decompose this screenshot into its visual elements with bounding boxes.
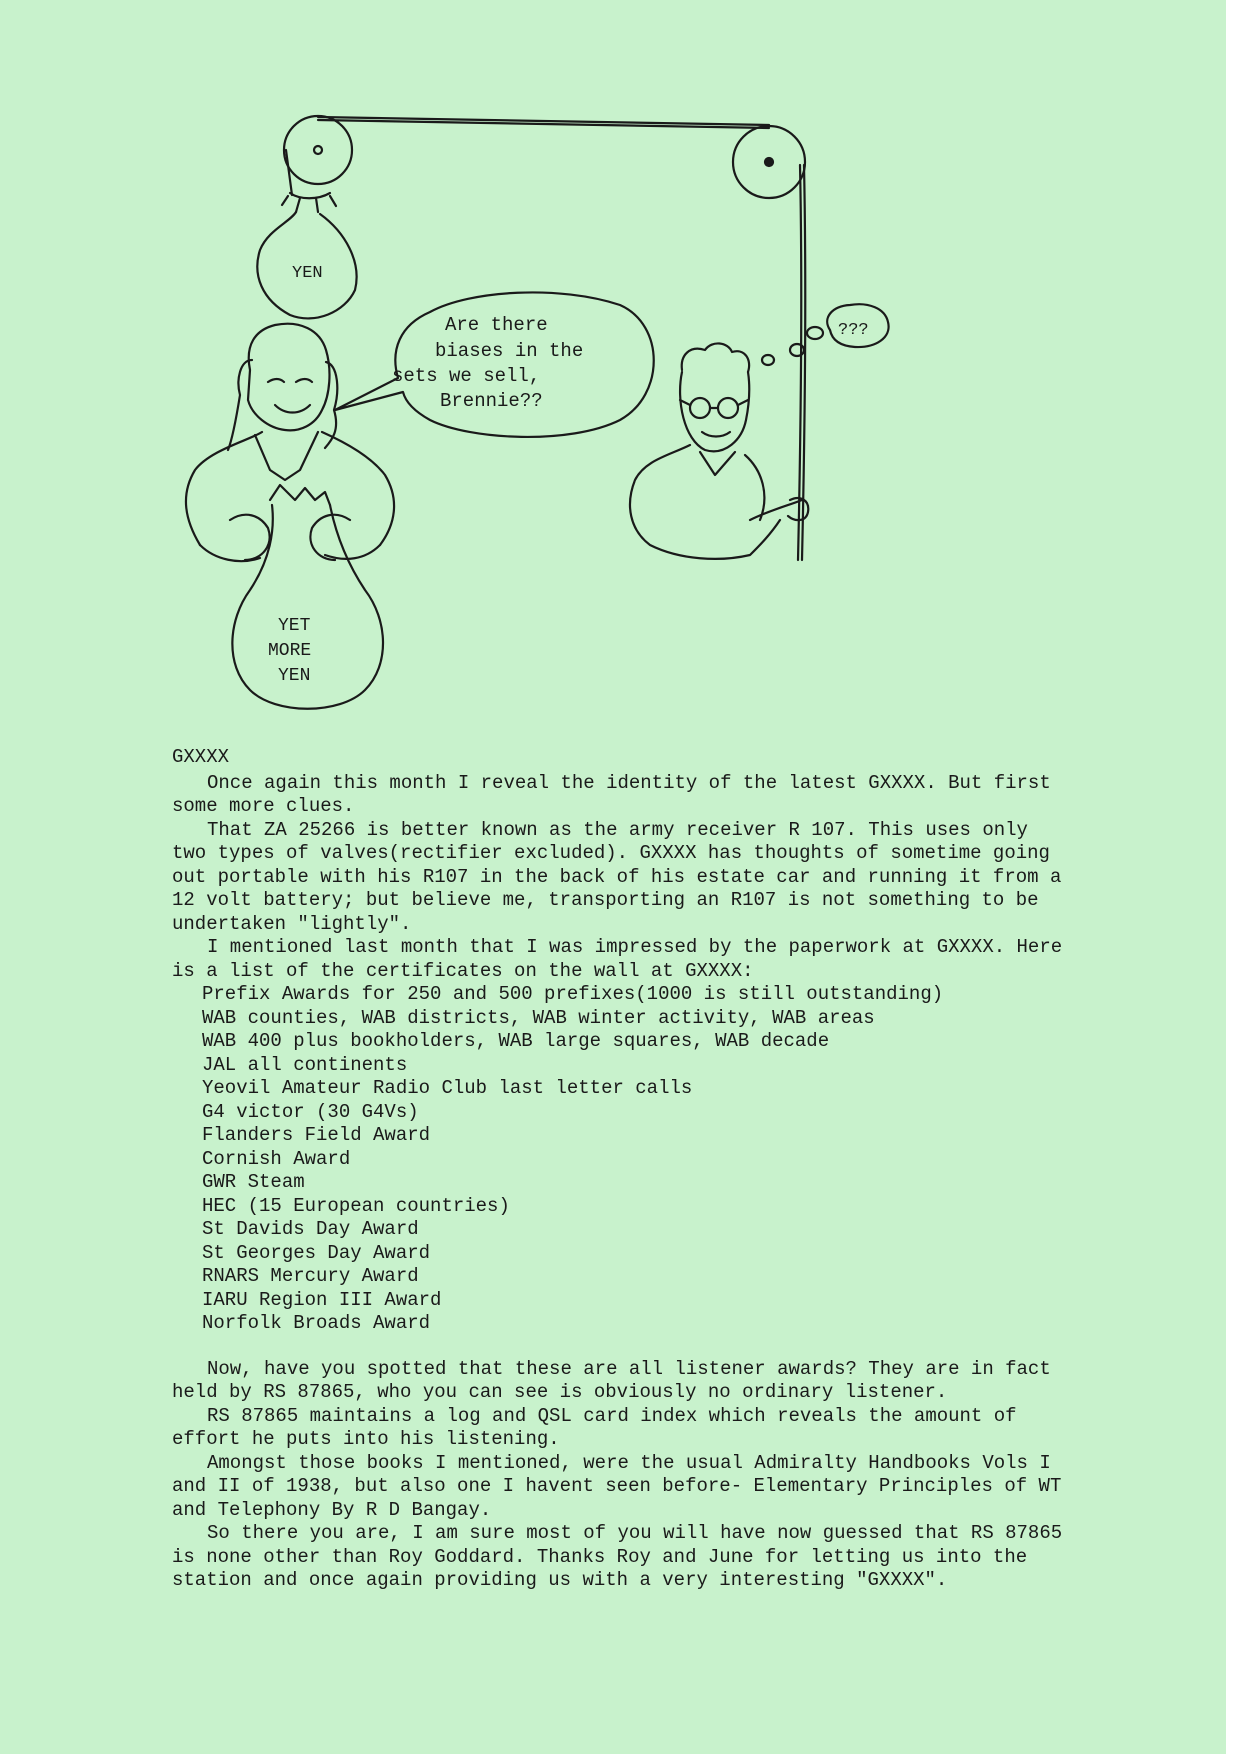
award-item: HEC (15 European countries) (202, 1194, 510, 1217)
left-pulley (284, 116, 352, 184)
paragraph: RS 87865 maintains a log and QSL card index which reveals the amount of effort he puts into his listening. (172, 1404, 1017, 1450)
section-spacer (172, 1336, 1072, 1358)
large-bag-line-2: MORE (268, 641, 312, 661)
right-pulley (733, 126, 805, 198)
award-item: RNARS Mercury Award (202, 1265, 419, 1287)
award-item: Prefix Awards for 250 and 500 prefixes(1000 is still outstanding) (202, 983, 944, 1005)
award-item: IARU Region III Award (202, 1288, 442, 1311)
award-item: Yeovil Amateur Radio Club last letter calls (202, 1077, 693, 1099)
large-bag-line-1: YET (278, 616, 311, 636)
man-figure (630, 343, 808, 558)
pulley-rope (286, 117, 805, 560)
award-item: JAL all continents (202, 1053, 408, 1076)
award-item: WAB 400 plus bookholders, WAB large squares, WAB decade (202, 1030, 830, 1052)
paragraph: So there you are, I am sure most of you will have now guessed that RS 87865 is none other than Roy Goddard. Thanks Roy and June for letting us into the station and once again providing us with a very interesting "GXXXX". (172, 1522, 1063, 1591)
woman-figure (186, 324, 394, 561)
award-item: G4 victor (30 G4Vs) (202, 1100, 419, 1123)
speech-line-3: sets we sell, (392, 365, 541, 387)
small-money-bag (257, 193, 356, 318)
cartoon-illustration (0, 0, 1236, 740)
award-item: St Davids Day Award (202, 1218, 419, 1240)
award-item: WAB counties, WAB districts, WAB winter activity, WAB areas (202, 1006, 875, 1029)
speech-line-4: Brennie?? (440, 390, 543, 412)
paragraph: Once again this month I reveal the identity of the latest GXXXX. But first some more clues. (172, 771, 1051, 817)
awards-list (172, 983, 1072, 1336)
award-item: St Georges Day Award (202, 1241, 431, 1264)
paragraph: I mentioned last month that I was impressed by the paperwork at GXXXX. Here is a list of the certificates on the wall at GXXXX: (172, 936, 1063, 982)
thought-bubbles (762, 304, 889, 365)
small-bag-label: YEN (292, 264, 323, 283)
award-item: Cornish Award (202, 1147, 351, 1170)
large-bag-line-3: YEN (278, 666, 311, 686)
speech-line-2: biases in the (435, 340, 584, 362)
article-heading: GXXXX (172, 746, 230, 768)
paragraph: Now, have you spotted that these are all listener awards? They are in fact held by RS 87865, who you can see is obviously no ordinary listener. (172, 1357, 1051, 1403)
paragraph: That ZA 25266 is better known as the army receiver R 107. This uses only two types of valves(rectifier excluded). GXXXX has thoughts of sometime going out portable with his R107 in the back of his estate car and running it from a 12 volt battery; but believe me, transporting an R107 is not something to be undertaken "lightly". (172, 818, 1062, 935)
paragraph: Amongst those books I mentioned, were the usual Admiralty Handbooks Vols I and II of 1938, but also one I havent seen before- Elementary Principles of WT and Telephony By R D Bangay. (172, 1451, 1062, 1521)
award-item: GWR Steam (202, 1171, 305, 1193)
speech-line-1: Are there (445, 314, 548, 336)
award-item: Flanders Field Award (202, 1124, 431, 1146)
article (172, 746, 1072, 1593)
award-item: Norfolk Broads Award (202, 1312, 431, 1334)
thought-label: ??? (838, 321, 869, 340)
